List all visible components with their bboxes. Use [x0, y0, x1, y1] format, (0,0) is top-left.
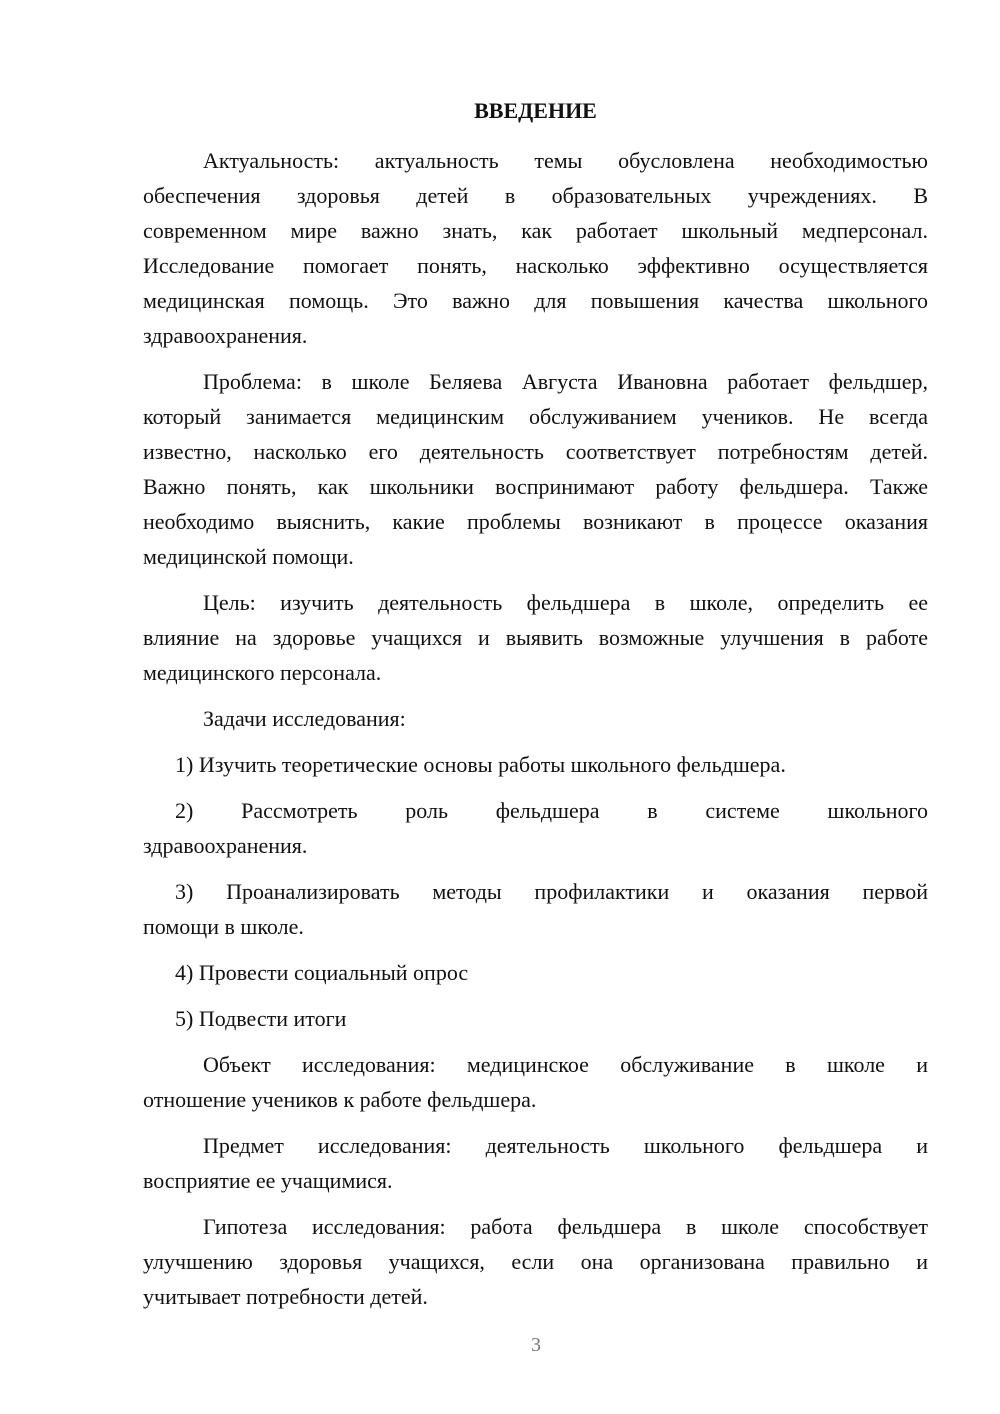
paragraph	[143, 1047, 928, 1117]
task-list-item	[143, 793, 928, 863]
text-line: учитывает потребности детей.	[143, 1284, 428, 1309]
text-line: влияние на здоровье учащихся и выявить возможные улучшения в работе	[143, 625, 928, 650]
text-line: Предмет исследования: деятельность школьного фельдшера и	[203, 1133, 928, 1158]
paragraph	[143, 1128, 928, 1198]
text-line: медицинского персонала.	[143, 660, 382, 685]
text-line: Гипотеза исследования: работа фельдшера в школе способствует	[203, 1214, 928, 1239]
text-line: обеспечения здоровья детей в образовательных учреждениях. В	[143, 183, 928, 208]
text-line: Важно понять, как школьники воспринимают работу фельдшера. Также	[143, 474, 928, 499]
text-line: 5) Подвести итоги	[175, 1006, 347, 1031]
task-list-item	[143, 1001, 928, 1036]
text-line: медицинская помощь. Это важно для повышения качества школьного	[143, 288, 928, 313]
page-number: 3	[531, 1334, 541, 1356]
text-line: современном мире важно знать, как работает школьный медперсонал.	[143, 218, 928, 243]
paragraph	[143, 143, 928, 353]
text-line: необходимо выяснить, какие проблемы возникают в процессе оказания	[143, 509, 928, 534]
text-line: Проблема: в школе Беляева Августа Ивановна работает фельдшер,	[203, 369, 928, 394]
text-line: здравоохранения.	[143, 833, 308, 858]
text-line: восприятие ее учащимися.	[143, 1168, 393, 1193]
paragraph	[143, 364, 928, 574]
text-line: улучшению здоровья учащихся, если она организована правильно и	[143, 1249, 928, 1274]
text-line: отношение учеников к работе фельдшера.	[143, 1087, 537, 1112]
task-list-item	[143, 955, 928, 990]
text-line: 4) Провести социальный опрос	[175, 960, 469, 985]
paragraph	[143, 701, 928, 736]
text-line: Задачи исследования:	[203, 706, 406, 731]
text-line: медицинской помощи.	[143, 544, 354, 569]
text-line: Исследование помогает понять, насколько эффективно осуществляется	[143, 253, 928, 278]
task-list-item	[143, 874, 928, 944]
text-line: Цель: изучить деятельность фельдшера в школе, определить ее	[203, 590, 928, 615]
document-body	[143, 143, 928, 1314]
text-line: здравоохранения.	[143, 323, 308, 348]
section-title: ВВЕДЕНИЕ	[474, 98, 597, 123]
task-list-item	[143, 747, 928, 782]
text-line: 1) Изучить теоретические основы работы школьного фельдшера.	[175, 752, 786, 777]
text-line: 2) Рассмотреть роль фельдшера в системе школьного	[175, 798, 928, 823]
text-line: Объект исследования: медицинское обслуживание в школе и	[203, 1052, 928, 1077]
text-line: Актуальность: актуальность темы обусловлена необходимостью	[203, 148, 928, 173]
text-line: известно, насколько его деятельность соответствует потребностям детей.	[143, 439, 928, 464]
text-line: помощи в школе.	[143, 914, 304, 939]
paragraph	[143, 1209, 928, 1314]
document-page	[143, 93, 928, 1325]
paragraph	[143, 585, 928, 690]
text-line: 3) Проанализировать методы профилактики и оказания первой	[175, 879, 928, 904]
text-line: который занимается медицинским обслуживанием учеников. Не всегда	[143, 404, 928, 429]
